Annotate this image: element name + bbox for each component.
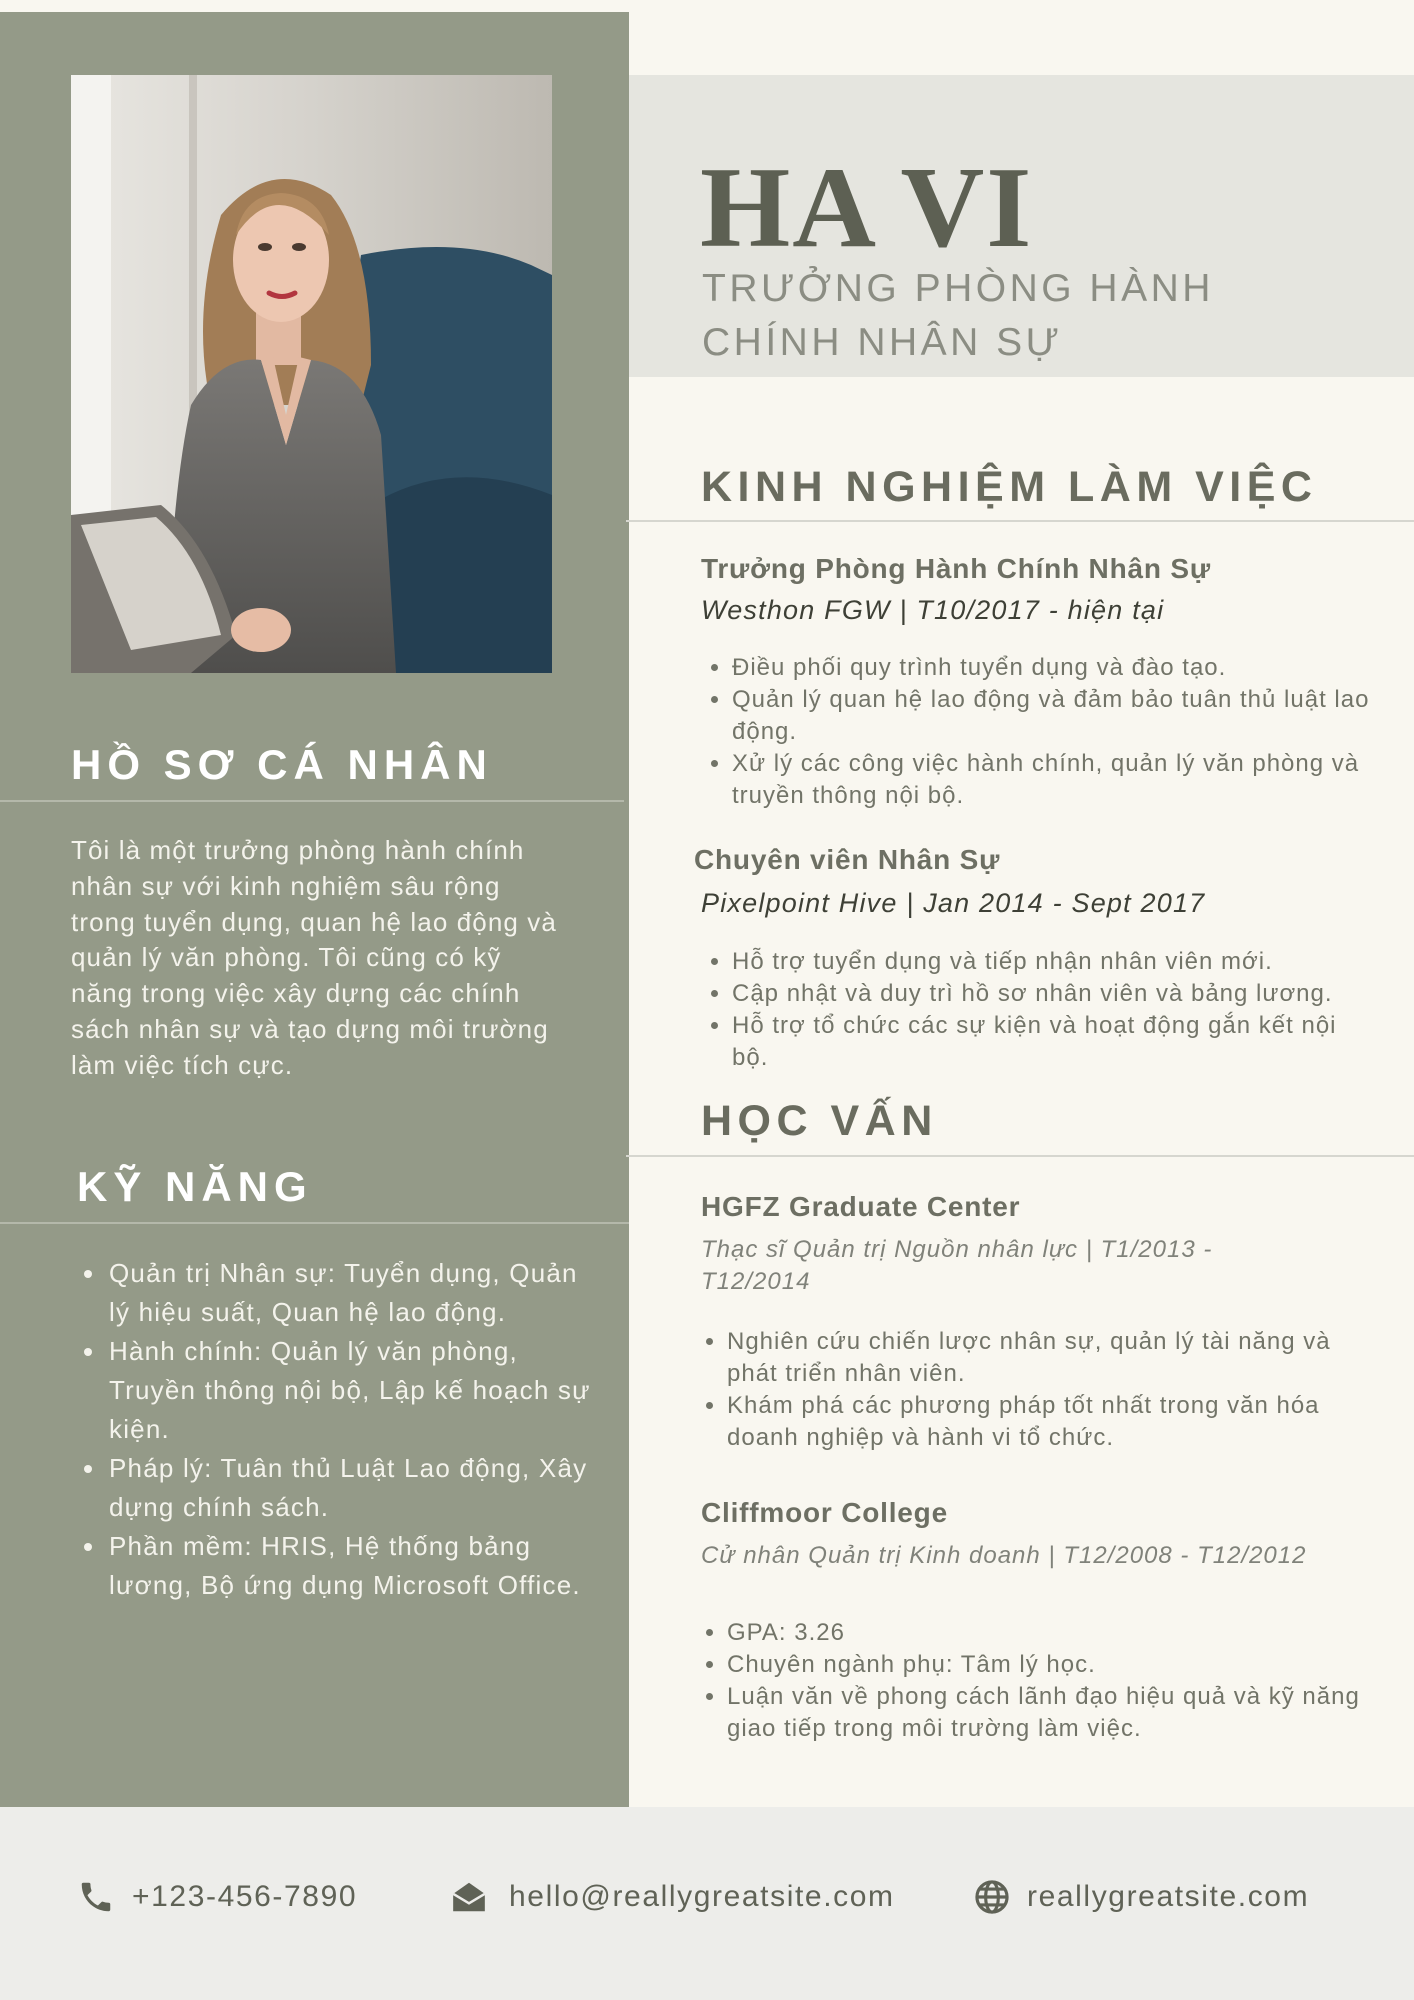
degree-dates: Cử nhân Quản trị Kinh doanh | T12/2008 - T12/2012 <box>701 1542 1307 1569</box>
profile-divider <box>0 800 624 802</box>
school-notes <box>697 1326 1367 1454</box>
list-item: • Pháp lý: Tuân thủ Luật Lao động, Xây dựng chính sách. <box>107 1449 607 1527</box>
list-item: • Điều phối quy trình tuyển dụng và đào tạo. <box>732 652 1372 684</box>
school-name: HGFZ Graduate Center <box>701 1191 1021 1222</box>
list-item: • Hành chính: Quản lý văn phòng, Truyền thông nội bộ, Lập kế hoạch sự kiện. <box>107 1332 607 1449</box>
email-link[interactable]: hello@reallygreatsite.com <box>509 1880 895 1913</box>
skills-list <box>80 1254 607 1605</box>
education-heading: HỌC VẤN <box>701 1097 938 1145</box>
list-item: • Cập nhật và duy trì hồ sơ nhân viên và bảng lương. <box>732 978 1372 1010</box>
list-item: • Khám phá các phương pháp tốt nhất trong văn hóa doanh nghiệp và hành vi tổ chức. <box>727 1390 1367 1454</box>
education-divider <box>626 1155 1414 1157</box>
person-name: HA VI <box>700 144 1034 272</box>
phone-number[interactable]: +123-456-7890 <box>132 1880 358 1913</box>
skills-heading: KỸ NĂNG <box>77 1163 313 1210</box>
job-title: Chuyên viên Nhân Sự <box>694 844 1001 875</box>
list-item: • Luận văn về phong cách lãnh đạo hiệu quả và kỹ năng giao tiếp trong môi trường làm việc. <box>727 1681 1377 1745</box>
profile-summary: Tôi là một trưởng phòng hành chính nhân sự với kinh nghiệm sâu rộng trong tuyển dụng, quan hệ lao động và quản lý văn phòng. Tôi cũng có kỹ năng trong việc xây dựng các chính sách nhân sự và tạo dựng môi trường làm việc tích cực. <box>71 835 557 1080</box>
job-role <box>702 262 1262 370</box>
mail-icon <box>449 1878 487 1916</box>
list-item: • Phần mềm: HRIS, Hệ thống bảng lương, Bộ ứng dụng Microsoft Office. <box>107 1527 607 1605</box>
profile-heading: HỒ SƠ CÁ NHÂN <box>71 741 493 788</box>
skills-divider <box>0 1222 629 1224</box>
website-link[interactable]: reallygreatsite.com <box>1027 1880 1310 1913</box>
job-role-line: CHÍNH NHÂN SỰ <box>702 321 1063 364</box>
experience-divider <box>626 520 1414 522</box>
list-item: • Quản lý quan hệ lao động và đảm bảo tuân thủ luật lao động. <box>732 684 1372 748</box>
profile-photo <box>71 75 552 673</box>
list-item: • Nghiên cứu chiến lược nhân sự, quản lý tài năng và phát triển nhân viên. <box>727 1326 1367 1390</box>
school-notes <box>697 1617 1377 1745</box>
phone-icon <box>77 1878 115 1916</box>
job-role-line: TRƯỞNG PHÒNG HÀNH <box>702 267 1214 310</box>
job-company-dates: Westhon FGW | T10/2017 - hiện tại <box>701 595 1165 625</box>
list-item: • Xử lý các công việc hành chính, quản lý văn phòng và truyền thông nội bộ. <box>732 748 1372 812</box>
globe-icon <box>973 1878 1011 1916</box>
list-item: • Quản trị Nhân sự: Tuyển dụng, Quản lý hiệu suất, Quan hệ lao động. <box>107 1254 607 1332</box>
job-title: Trưởng Phòng Hành Chính Nhân Sự <box>701 553 1211 584</box>
job-company-dates: Pixelpoint Hive | Jan 2014 - Sept 2017 <box>701 888 1206 918</box>
school-name: Cliffmoor College <box>701 1497 948 1528</box>
list-item: • Hỗ trợ tuyển dụng và tiếp nhận nhân viên mới. <box>732 946 1372 978</box>
list-item: • Hỗ trợ tổ chức các sự kiện và hoạt động gắn kết nội bộ. <box>732 1010 1372 1074</box>
list-item: • Chuyên ngành phụ: Tâm lý học. <box>727 1649 1377 1681</box>
degree-dates: Thạc sĩ Quản trị Nguồn nhân lực | T1/2013 - T12/2014 <box>701 1236 1213 1295</box>
job-duties <box>702 652 1372 812</box>
experience-heading: KINH NGHIỆM LÀM VIỆC <box>701 463 1318 511</box>
job-duties <box>702 946 1372 1074</box>
list-item: • GPA: 3.26 <box>727 1617 1377 1649</box>
